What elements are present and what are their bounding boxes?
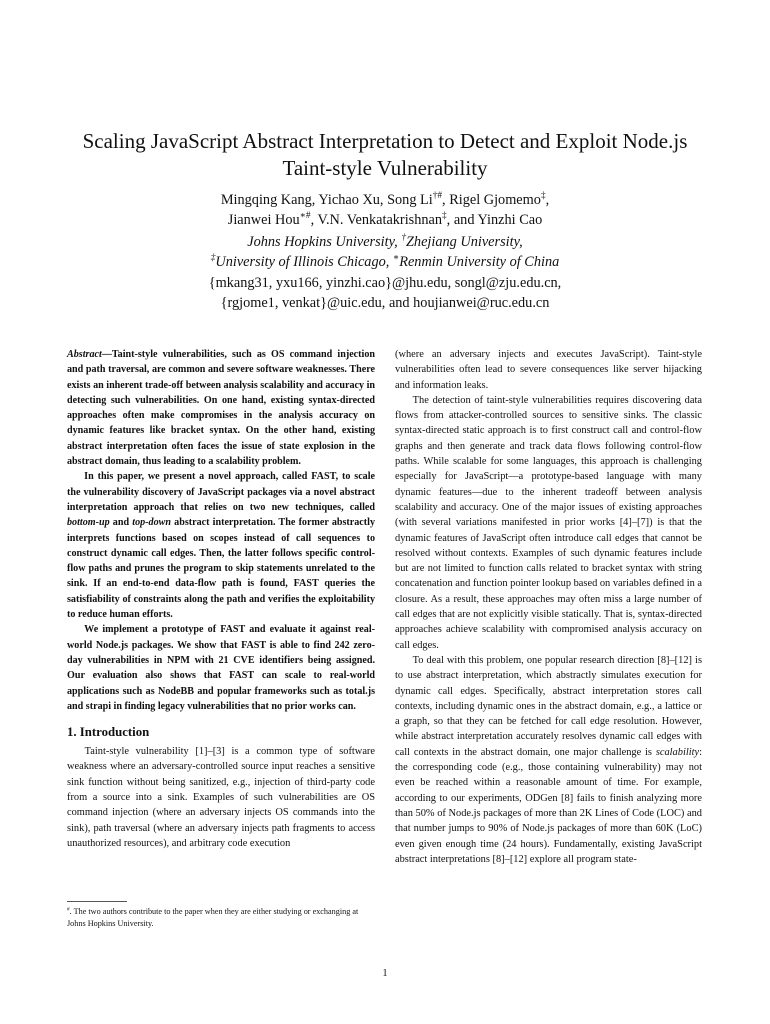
body-text: : the corresponding code (e.g., those containing vulnerability) may not even be reached within a reasonable amount of time. For example, according to our experiments, ODGen [8] fails to finish analyzing more than 50% of Node.js packages of more than 2K Lines of Code (LOC) and that number jumps to 90% of Node.js packages of more than 60K (LoC) even given enough time (24 hours). Fundamentally, existing JavaScript abstract interpretations [8]–[12] explore all program state-: [395, 746, 702, 865]
footnote-divider: [67, 901, 127, 902]
abstract-paragraph-3: We implement a prototype of FAST and evaluate it against real-world Node.js packages. We show that FAST is able to find 242 zero-day vulnerabilities in NPM with 21 CVE identifiers being assigned. Our evaluation also shows that FAST can scale to real-world applications such as NodeBB and popular frameworks such as total.js and strapi in finding legacy vulnerabilities that no prior works can.: [67, 624, 375, 712]
author-line-1: [60, 190, 710, 210]
email-line-1: {mkang31, yxu166, yinzhi.cao}@jhu.edu, songl@zju.edu.cn,: [208, 275, 562, 291]
abstract-emphasis: top-down: [132, 517, 171, 529]
body-paragraph-detection: The detection of taint-style vulnerabilities requires discovering data flows from attacker-controlled sources to sensitive sinks. The classic syntax-directed static approach is to first construct call and control-flow graphs and then generate and track data flows following control-flow paths. While scalable for some languages, this approach is challenging especially for JavaScript—a prototype-based language with many dynamic features—due to the inherent tradeoff between analysis scalability and accuracy. One of the major issues of existing approaches (with several variations manifested in prior works [4]–[7]) is that the dynamic features of JavaScript often introduce call edges that cannot be resolved without contexts. Examples of such dynamic features include but are not limited to function calls related to bracket syntax with string concatenation and function pointer lookup based on variables defined in a closure. As a result, these approaches may often miss a large number of call edges that are not explicitly visible statically. That is, syntax-directed approaches achieve scalability with compromised analysis accuracy on call edges.: [395, 394, 703, 651]
affiliation-mark: †: [401, 233, 406, 244]
paper-title: [40, 128, 730, 182]
abstract-paragraph-2: [67, 469, 375, 622]
author-separator: ,: [545, 192, 550, 208]
body-emphasis: scalability: [655, 746, 700, 758]
author-mark: ‡: [540, 191, 546, 202]
email-line-2: {rgjome1, venkat}@uic.edu, and houjianwei@ruc.edu.cn: [220, 295, 550, 311]
affiliation-line-1: [60, 232, 710, 252]
author-names-e: , and Yinzhi Cao: [446, 212, 543, 228]
author-list: [60, 190, 710, 230]
affiliation-jhu: Johns Hopkins University,: [247, 234, 402, 250]
abstract-text: abstract interpretation. The former abstractly interprets functions based on scopes instead of call sequences to construct dynamic call edges. Then, the latter follows specific control-flow paths and prunes the program to skip statements unrelated to the sink. If an end-to-end data-flow path is found, FAST queries the satisfiability of constraints along the path and verifies the exploitability to reduce human efforts.: [67, 517, 375, 621]
author-names-c: Jianwei Hou: [227, 212, 300, 228]
left-column: [67, 347, 375, 851]
affiliation-line-2: [60, 252, 710, 272]
title-line-1: Scaling JavaScript Abstract Interpretation to Detect and Exploit Node.js: [82, 129, 688, 153]
author-line-2: [60, 210, 710, 230]
author-mark: ∗#: [299, 211, 311, 222]
introduction-body: [67, 744, 375, 851]
abstract-text: —Taint-style vulnerabilities, such as OS command injection and path traversal, are common and severe software weaknesses. There exists an inherent trade-off between analysis scalability and accuracy in detecting such vulnerabilities. On one hand, existing syntax-directed approaches often make compromises in the analysis accuracy on dynamic features like bracket syntax. On the other hand, existing abstract interpretation often faces the issue of state explosion in the abstract domain, thus leading to a scalability problem.: [67, 349, 375, 468]
abstract-text: In this paper, we present a novel approach, called FAST, to scale the vulnerability discovery of JavaScript packages via a novel abstract interpretation approach that relies on two new techniques, called: [67, 471, 375, 513]
section-heading-introduction: 1. Introduction: [67, 725, 150, 740]
abstract-label: Abstract: [67, 349, 102, 360]
body-paragraph-continued: (where an adversary injects and executes JavaScript). Taint-style vulnerabilities often lead to severe consequences like server hijacking and information leaks.: [395, 349, 702, 391]
footnote: [67, 906, 375, 930]
author-names-b: , Rigel Gjomemo: [442, 192, 541, 208]
body-text: To deal with this problem, one popular research direction [8]–[12] is to use abstract interpretation, which abstractly simulates execution for dynamic call edges. Specifically, abstract interpretation stores call contexts, including dynamic ones in the abstract domain, e.g., a lattice or a graph, so that they can be fetched for call edge resolution. However, while abstract interpretation accurately resolves dynamic call edges with call contexts in the abstract domain, one major challenge is: [395, 654, 702, 758]
footnote-mark: #: [67, 906, 70, 913]
abstract-text: and: [109, 517, 133, 529]
abstract-emphasis: bottom-up: [67, 517, 110, 529]
right-column: [395, 347, 702, 867]
author-mark: ‡: [442, 211, 447, 222]
author-mark: †#: [432, 191, 443, 202]
body-paragraph-abstract-interpretation: [395, 653, 702, 867]
affiliation-uic: University of Illinois Chicago,: [215, 254, 393, 270]
page-number: 1: [382, 968, 388, 979]
abstract: [67, 347, 375, 714]
abstract-paragraph-1: [67, 347, 375, 469]
author-emails: [60, 273, 710, 313]
author-names-d: , V.N. Venkatakrishnan: [310, 212, 443, 228]
affiliation-ruc: Renmin University of China: [399, 254, 560, 270]
affiliation-zju: Zhejiang University,: [405, 234, 523, 250]
affiliation-mark: ‡: [210, 253, 216, 264]
footnote-text: . The two authors contribute to the paper when they are either studying or exchanging at Johns Hopkins University.: [67, 907, 359, 928]
title-line-2: Taint-style Vulnerability: [282, 156, 488, 180]
author-names-a: Mingqing Kang, Yichao Xu, Song Li: [220, 192, 433, 208]
affiliations: [60, 232, 710, 272]
introduction-paragraph-1: Taint-style vulnerability [1]–[3] is a common type of software weakness where an adversary-controlled source input reaches a sensitive sink function without being sanitized, e.g., injection of third-party code from a source into a sink. Examples of such vulnerabilities are OS command injection (where an adversary injects OS commands into the sink), path traversal (where an adversary injects path fragments to access unauthorized resources), and arbitrary code execution: [67, 746, 375, 849]
affiliation-mark: ∗: [392, 253, 400, 264]
